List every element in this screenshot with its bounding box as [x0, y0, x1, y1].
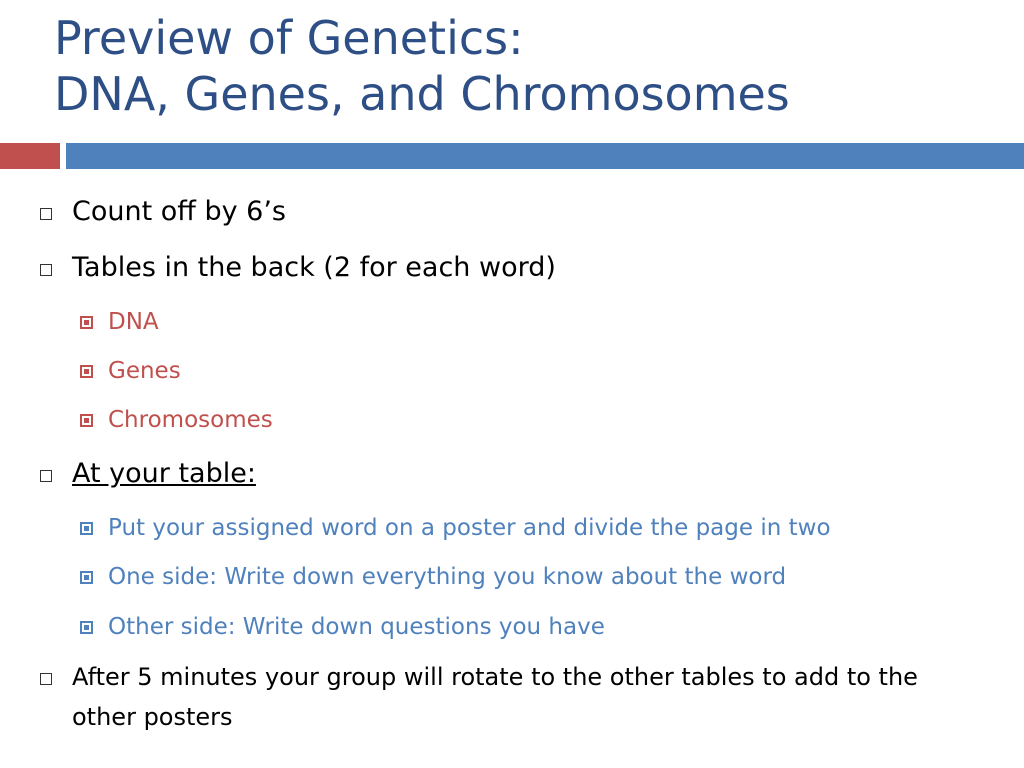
bullet-text: After 5 minutes your group will rotate to the other tables to add to the other posters: [72, 663, 918, 731]
sub-bullet-text: Chromosomes: [108, 407, 273, 433]
slide-title-line-1: Preview of Genetics:: [54, 11, 524, 65]
sub-bullet-text: DNA: [108, 309, 159, 335]
boxed-square-icon: [80, 365, 93, 378]
slide-title-line-2: DNA, Genes, and Chromosomes: [54, 67, 790, 121]
hollow-square-icon: [40, 673, 52, 685]
bullet-text: Count off by 6’s: [72, 196, 286, 227]
bullet-text: At your table:: [72, 458, 256, 489]
boxed-square-icon: [80, 571, 93, 584]
bullet-text: Tables in the back (2 for each word): [72, 252, 556, 283]
hollow-square-icon: [40, 470, 52, 482]
boxed-square-icon: [80, 621, 93, 634]
boxed-square-icon: [80, 414, 93, 427]
boxed-square-icon: [80, 522, 93, 535]
sub-bullet-text: One side: Write down everything you know about the word: [108, 564, 787, 590]
boxed-square-icon: [80, 316, 93, 329]
sub-bullet-text: Put your assigned word on a poster and divide the page in two: [108, 515, 831, 541]
sub-bullet-text: Genes: [108, 358, 181, 384]
sub-bullet-text: Other side: Write down questions you have: [108, 614, 605, 640]
hollow-square-icon: [40, 264, 52, 276]
hollow-square-icon: [40, 208, 52, 220]
